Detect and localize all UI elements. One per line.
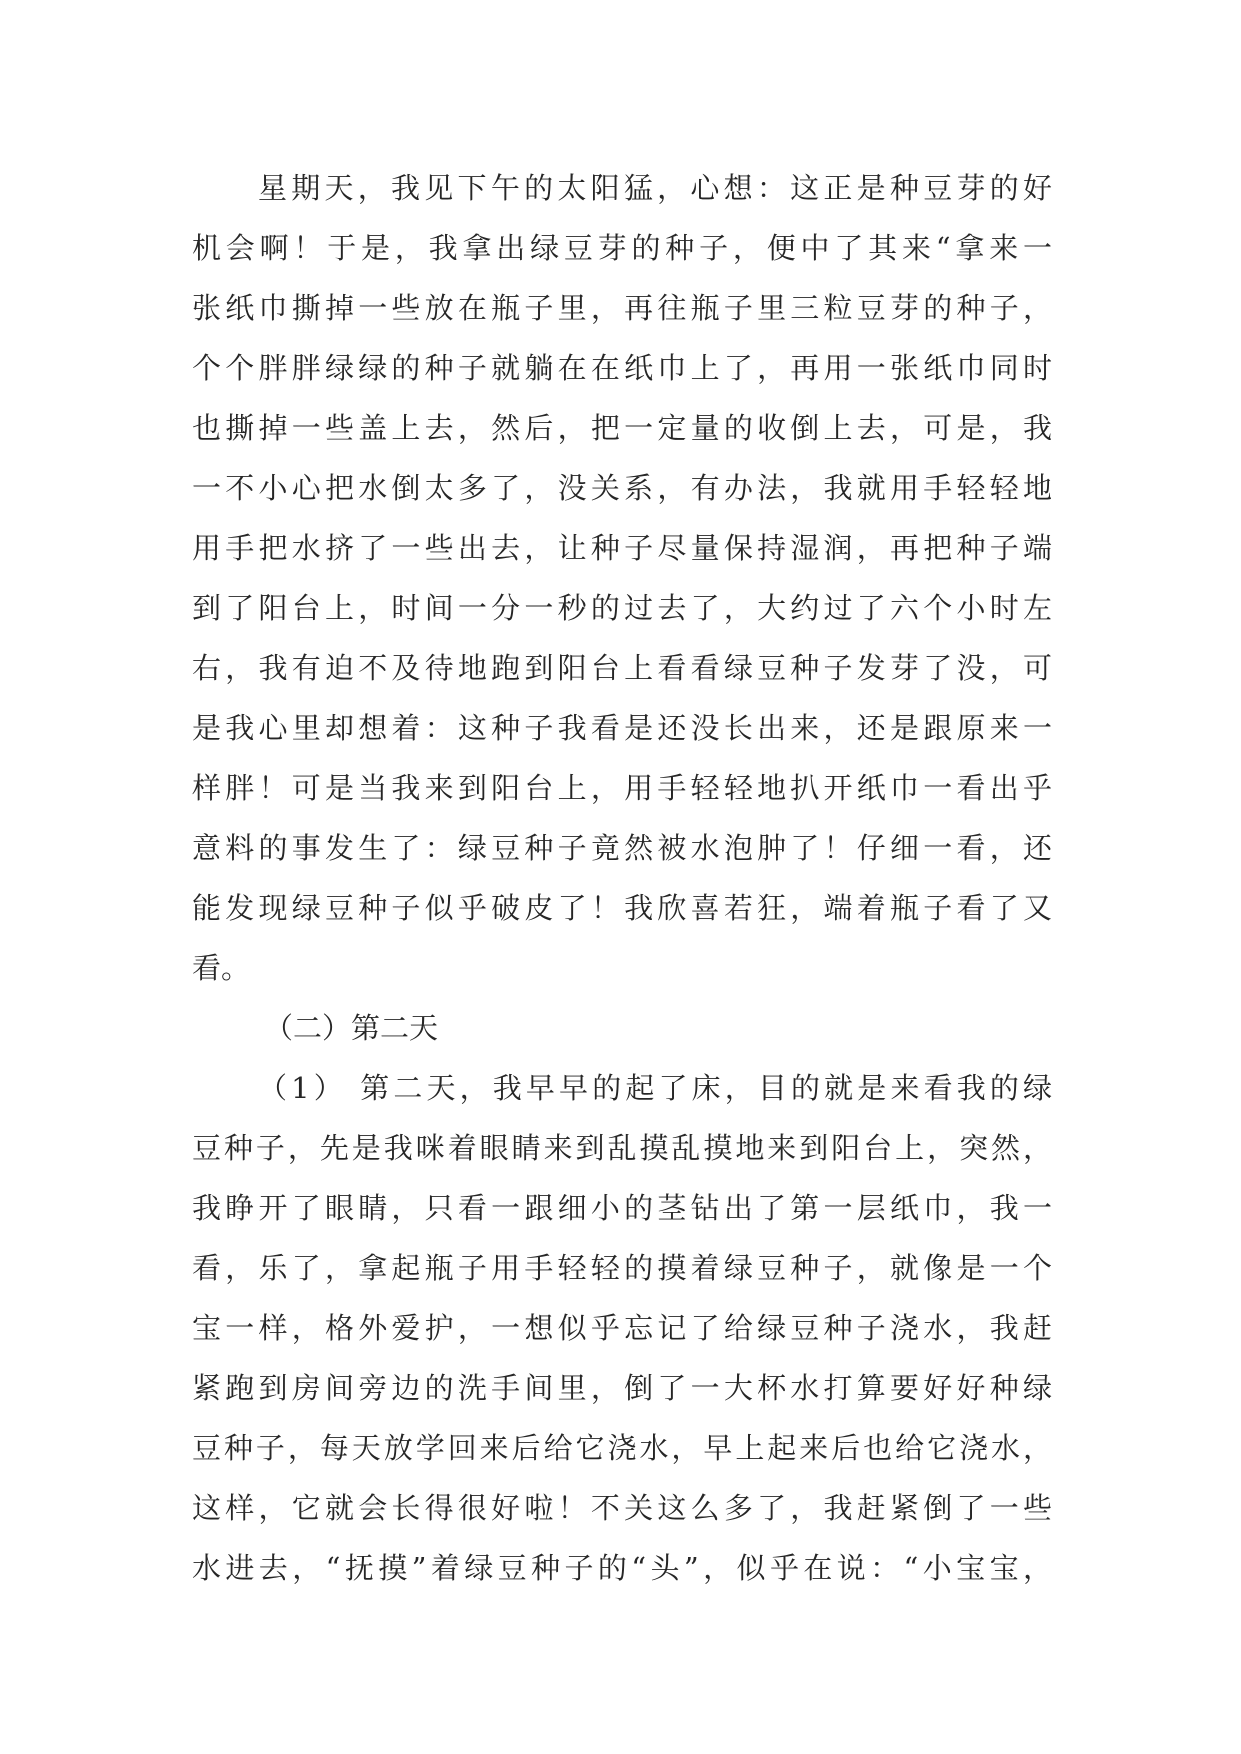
text-line: 一不小心把水倒太多了，没关系，有办法，我就用手轻轻地 <box>192 471 1052 505</box>
text-line: 右，我有迫不及待地跑到阳台上看看绿豆种子发芽了没，可 <box>192 651 1052 685</box>
section-heading: （二）第二天 <box>264 1011 439 1045</box>
text-line: 我睁开了眼睛，只看一跟细小的茎钻出了第一层纸巾，我一 <box>192 1191 1052 1225</box>
text-line: 看，乐了，拿起瓶子用手轻轻的摸着绿豆种子，就像是一个 <box>192 1251 1052 1285</box>
text-line: 星期天，我见下午的太阳猛，心想：这正是种豆芽的好 <box>258 171 1052 205</box>
document-body <box>192 158 1052 1598</box>
text-line: 能发现绿豆种子似乎破皮了！我欣喜若狂，端着瓶子看了又 <box>192 891 1052 925</box>
text-line: 豆种子，每天放学回来后给它浇水，早上起来后也给它浇水， <box>192 1431 1052 1465</box>
text-line: 水进去，“抚摸”着绿豆种子的“头”，似乎在说：“小宝宝， <box>192 1551 1052 1585</box>
text-line: （1） 第二天，我早早的起了床，目的就是来看我的绿 <box>258 1071 1052 1105</box>
paragraph-1 <box>192 158 1052 998</box>
text-line: 机会啊！于是，我拿出绿豆芽的种子，便中了其来“拿来一 <box>192 231 1052 265</box>
text-line: 张纸巾撕掉一些放在瓶子里，再往瓶子里三粒豆芽的种子， <box>192 291 1052 325</box>
text-line: 个个胖胖绿绿的种子就躺在在纸巾上了，再用一张纸巾同时 <box>192 351 1052 385</box>
text-line: 用手把水挤了一些出去，让种子尽量保持湿润，再把种子端 <box>192 531 1052 565</box>
text-line: 意料的事发生了：绿豆种子竟然被水泡肿了！仔细一看，还 <box>192 831 1052 865</box>
text-line: 看。 <box>192 951 251 985</box>
text-line: 是我心里却想着：这种子我看是还没长出来，还是跟原来一 <box>192 711 1052 745</box>
text-line: 也撕掉一些盖上去，然后，把一定量的收倒上去，可是，我 <box>192 411 1052 445</box>
text-line: 到了阳台上，时间一分一秒的过去了，大约过了六个小时左 <box>192 591 1052 625</box>
paragraph-2 <box>192 1058 1052 1598</box>
text-line: 这样，它就会长得很好啦！不关这么多了，我赶紧倒了一些 <box>192 1491 1052 1525</box>
text-line: 紧跑到房间旁边的洗手间里，倒了一大杯水打算要好好种绿 <box>192 1371 1052 1405</box>
text-line: 样胖！可是当我来到阳台上，用手轻轻地扒开纸巾一看出乎 <box>192 771 1052 805</box>
text-line: 宝一样，格外爱护，一想似乎忘记了给绿豆种子浇水，我赶 <box>192 1311 1052 1345</box>
text-line: 豆种子，先是我咪着眼睛来到乱摸乱摸地来到阳台上，突然， <box>192 1131 1052 1165</box>
